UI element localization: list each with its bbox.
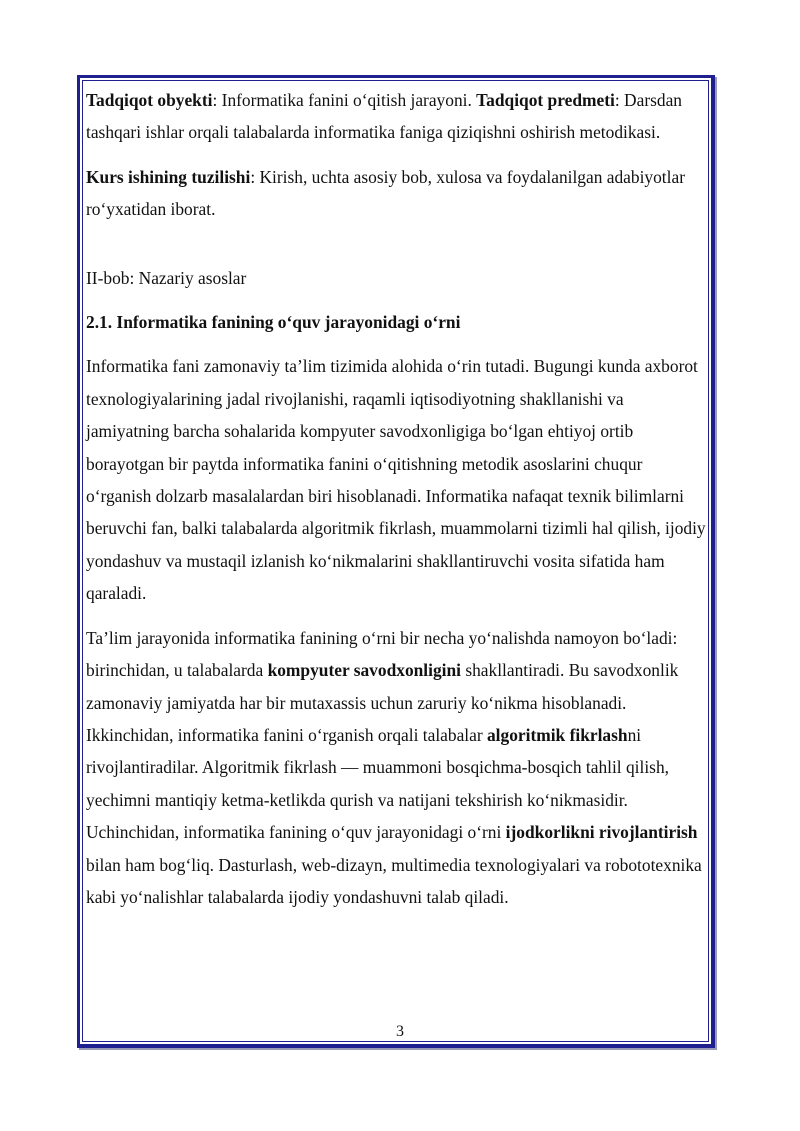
section-heading bbox=[86, 306, 710, 338]
emphasis-text: ijodkorlikni rivojlantirish bbox=[505, 822, 698, 843]
research-object-label: Tadqiqot obyekti bbox=[86, 90, 213, 110]
research-object-text: Informatika fanini o‘qitish jarayoni. bbox=[221, 90, 477, 110]
section-heading-text: 2.1. Informatika fanining o‘quv jarayonidagi o‘rni bbox=[86, 312, 461, 333]
emphasis-text: kompyuter savodxonligini bbox=[267, 660, 461, 681]
research-object-paragraph bbox=[86, 84, 710, 149]
separator: : bbox=[250, 166, 260, 187]
body-text: bilan ham bog‘liq. Dasturlash, web-dizayn, multimedia texnologiyalari va robototexnika kabi yo‘nalishlar talabalarda ijodiy yondashuvni talab qiladi. bbox=[86, 854, 702, 907]
research-subject-text: Darsdan tashqari ishlar orqali talabalarda informatika faniga qiziqishni oshirish metodikasi. bbox=[86, 90, 682, 143]
separator: : bbox=[212, 90, 222, 110]
structure-paragraph bbox=[86, 161, 710, 226]
research-subject-label: Tadqiqot predmeti bbox=[476, 90, 615, 110]
structure-label: Kurs ishining tuzilishi bbox=[86, 166, 251, 187]
separator: : bbox=[614, 90, 625, 110]
body-paragraph bbox=[86, 622, 710, 914]
chapter-title: II-bob: Nazariy asoslar bbox=[86, 267, 247, 288]
body-text: Ta’lim jarayonida informatika fanining o‘rni bir necha yo‘nalishda namoyon bo‘ladi: birinchidan, u talabalarda bbox=[86, 627, 678, 681]
document-body bbox=[86, 84, 710, 913]
body-text: shakllantiradi. Bu savodxonlik zamonaviy jamiyatda har bir mutaxassis uchun zaruriy ko‘nikma hisoblanadi. Ikkinchidan, informatika fanini o‘rganish orqali talabalar bbox=[86, 660, 679, 745]
emphasis-text: algoritmik fikrlash bbox=[486, 724, 628, 745]
body-text: ni rivojlantiradilar. Algoritmik fikrlash — muammoni bosqichma-bosqich tahlil qilish, yechimni mantiqiy ketma-ketlikda qurish va natijani tekshirish ko‘nikmasidir. Uchinchidan, informatika fanining o‘quv jarayonidagi o‘rni bbox=[86, 724, 669, 843]
body-paragraph: Informatika fani zamonaviy ta’lim tizimida alohida o‘rin tutadi. Bugungi kunda axborot texnologiyalarining jadal rivojlanishi, raqamli iqtisodiyotning shakllanishi va jamiyatning barcha sohalarida kompyuter savodxonligiga bo‘lgan ehtiyoj ortib borayotgan bir paytda informatika fanini o‘qitishning metodik asoslarini chuqur o‘rganish dolzarb masalalardan biri hisoblanadi. Informatika nafaqat texnik bilimlarni beruvchi fan, balki talabalarda algoritmik fikrlash, muammolarni tizimli hal qilish, ijodiy yondashuv va mustaqil izlanish ko‘nikmalarini shakllantiruvchi vosita sifatida ham qaraladi. bbox=[86, 356, 706, 604]
structure-text: Kirish, uchta asosiy bob, xulosa va foydalanilgan adabiyotlar ro‘yxatidan iborat. bbox=[86, 166, 685, 220]
page-number: 3 bbox=[396, 1023, 404, 1040]
